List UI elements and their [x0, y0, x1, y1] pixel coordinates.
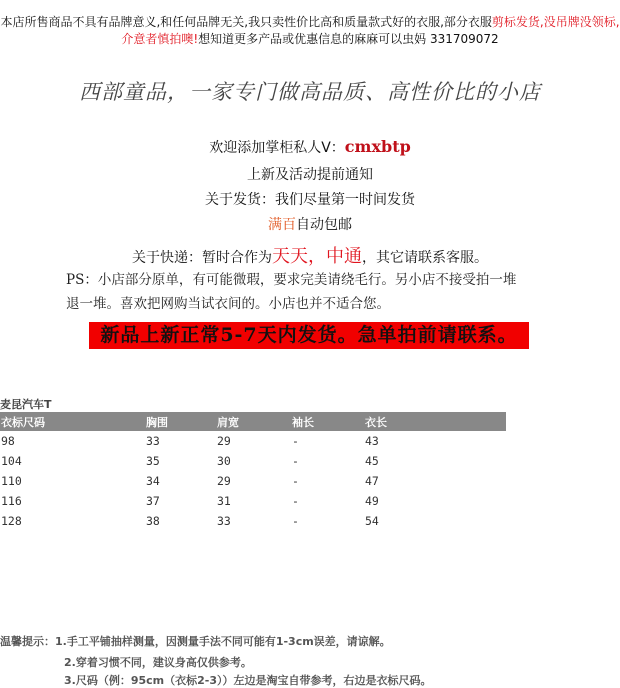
- cell-length: 54: [365, 514, 379, 528]
- cell-length: 49: [365, 494, 379, 508]
- express-line: [0, 242, 620, 268]
- cell-size: 128: [1, 514, 22, 528]
- header-sleeve: 袖长: [291, 412, 364, 431]
- cell-chest: 34: [146, 474, 160, 488]
- express-prefix: 关于快递：暂时合作为: [132, 250, 272, 266]
- cell-shoulder: 31: [217, 494, 231, 508]
- header-size: 衣标尺码: [0, 412, 145, 431]
- cell-size: 104: [1, 454, 22, 468]
- tips-line-1: 温馨提示：1.手工平铺抽样测量，因测量手法不同可能有1-3cm误差，请谅解。: [0, 635, 391, 648]
- header-shoulder: 肩宽: [216, 412, 291, 431]
- cell-sleeve: -: [292, 474, 299, 488]
- table-row: [0, 431, 506, 451]
- cell-shoulder: 29: [217, 434, 231, 448]
- cell-length: 43: [365, 434, 379, 448]
- shipping-line: 关于发货：我们尽量第一时间发货: [205, 192, 415, 208]
- cell-shoulder: 33: [217, 514, 231, 528]
- ps-line-1: PS：小店部分原单，有可能微瑕，要求完美请绕毛行。另小店不接受拍一堆: [66, 272, 517, 288]
- table-row: [0, 451, 506, 471]
- table-row: [0, 471, 506, 491]
- cell-chest: 33: [146, 434, 160, 448]
- table-row: [0, 511, 506, 531]
- cell-size: 116: [1, 494, 22, 508]
- size-table-header: [0, 412, 506, 431]
- cell-length: 47: [365, 474, 379, 488]
- wechat-line: [0, 137, 620, 157]
- header-chest: 胸围: [145, 412, 216, 431]
- header-length: 衣长: [364, 412, 506, 431]
- wechat-prefix: 欢迎添加掌柜私人V：: [209, 140, 345, 156]
- cell-sleeve: -: [292, 514, 299, 528]
- cell-sleeve: -: [292, 434, 299, 448]
- cell-sleeve: -: [292, 494, 299, 508]
- notice-warning: 剪标发货,没吊牌没领标,介意者慎拍噢!: [121, 15, 620, 46]
- notice-text-2: 想知道更多产品或优惠信息的麻麻可以虫妈 331709072: [198, 32, 499, 46]
- cell-sleeve: -: [292, 454, 299, 468]
- cell-size: 98: [1, 434, 15, 448]
- size-table: [0, 412, 506, 531]
- cell-length: 45: [365, 454, 379, 468]
- cell-chest: 35: [146, 454, 160, 468]
- cell-chest: 38: [146, 514, 160, 528]
- store-notice: [0, 14, 620, 48]
- express-carriers: 天天，中通: [272, 246, 362, 267]
- free-shipping-highlight: 满百: [268, 217, 296, 233]
- store-slogan: 西部童品，一家专门做高品质、高性价比的小店: [79, 80, 541, 104]
- free-shipping-text: 自动包邮: [296, 217, 352, 233]
- cell-chest: 37: [146, 494, 160, 508]
- shipping-banner: 新品上新正常5-7天内发货。急单拍前请联系。: [89, 322, 529, 349]
- cell-shoulder: 29: [217, 474, 231, 488]
- express-suffix: ，其它请联系客服。: [362, 250, 488, 266]
- table-row: [0, 491, 506, 511]
- free-shipping-line: [0, 214, 620, 234]
- size-table-title: 麦昆汽车T: [0, 398, 52, 411]
- tips-line-2: 2.穿着习惯不同，建议身高仅供参考。: [64, 656, 252, 669]
- ps-line-2: 退一堆。喜欢把网购当试衣间的。小店也并不适合您。: [66, 296, 390, 312]
- cell-size: 110: [1, 474, 22, 488]
- cell-shoulder: 30: [217, 454, 231, 468]
- wechat-id: cmxbtp: [344, 137, 411, 156]
- ps-note: [66, 268, 566, 316]
- notice-text-1: 本店所售商品不具有品牌意义,和任何品牌无关,我只卖性价比高和质量款式好的衣服,部分衣服: [0, 15, 492, 29]
- new-arrival-line: 上新及活动提前通知: [247, 167, 373, 183]
- tips-line-3: 3.尺码（例：95cm（衣标2-3））左边是淘宝自带参考，右边是衣标尺码。: [64, 674, 432, 687]
